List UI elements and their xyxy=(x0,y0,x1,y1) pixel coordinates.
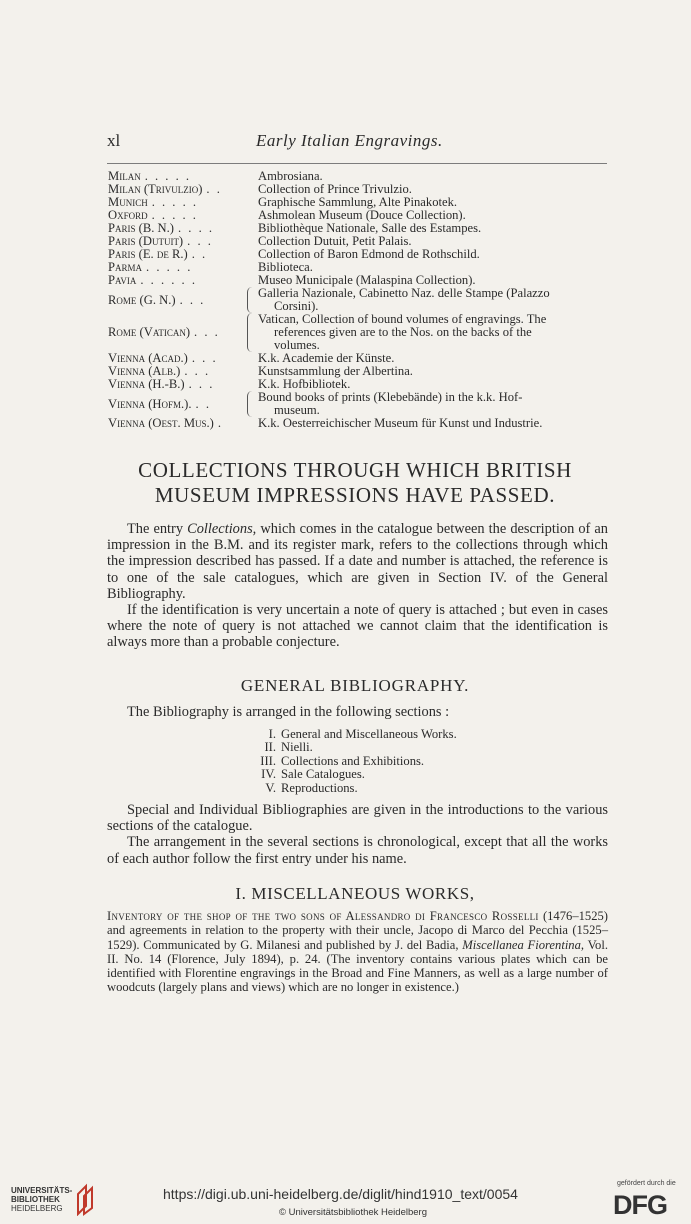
abbreviation-value-line: Museo Municipale (Malaspina Collection). xyxy=(258,273,476,287)
bibliography-heading: GENERAL BIBLIOGRAPHY. xyxy=(240,676,470,695)
abbreviation-value-line: references given are to the Nos. on the backs of the xyxy=(274,325,532,339)
abbreviation-key xyxy=(108,222,258,235)
abbreviation-key-text: Paris (B. N.) xyxy=(108,222,174,235)
inventory-entry-lead: Inventory of the shop of the two sons of Alessandro di Francesco Rosselli xyxy=(107,909,539,923)
bibliography-intro: The Bibliography is arranged in the following sections : xyxy=(127,704,450,720)
library-emblem-icon xyxy=(74,1182,96,1216)
leader-dots: . . . xyxy=(187,235,213,248)
running-title: Early Italian Engravings. xyxy=(256,131,443,150)
p1-text-b: which comes in the catalogue between the description of an impression in the B.M. and its register mark, refers to the collections through which the impression described has passed. If a date and number is attached, the reference is to one of the sale catalogues, which are given in Section IV. of the General Bibliography. xyxy=(107,521,609,602)
header-rule xyxy=(107,163,607,164)
abbreviation-key-text: Vienna (Alb.) xyxy=(108,365,181,378)
abbreviation-value-line: Collection of Baron Edmond de Rothschild. xyxy=(258,247,480,261)
list-item xyxy=(255,741,457,754)
abbreviation-key xyxy=(108,313,258,352)
abbreviation-value-line: Collection of Prince Trivulzio. xyxy=(258,182,412,196)
leader-dots: . . . xyxy=(191,352,218,365)
list-item xyxy=(255,728,457,741)
abbreviation-key-text: Milan xyxy=(108,170,141,183)
brace-mark xyxy=(247,391,254,417)
abbreviation-value-line: Ambrosiana. xyxy=(258,169,323,183)
abbreviation-key xyxy=(108,391,258,417)
list-item-number: IV. xyxy=(261,767,276,782)
abbreviation-key xyxy=(108,235,258,248)
list-item-label: Reproductions. xyxy=(281,780,358,795)
list-item-label: Collections and Exhibitions. xyxy=(281,753,425,768)
leader-dots: . . . xyxy=(194,325,220,339)
leader-dots: . . . . . xyxy=(146,261,193,274)
abbreviation-row xyxy=(108,417,608,430)
running-header xyxy=(107,131,607,155)
abbreviation-value-line: Bibliothèque Nationale, Salle des Estampes. xyxy=(258,221,482,235)
collections-text xyxy=(107,521,608,651)
funding-note: gefördert durch die xyxy=(617,1180,676,1187)
abbreviation-key xyxy=(108,287,258,313)
abbreviation-key-text: Vienna (Hofm.). xyxy=(108,396,192,411)
library-logo-line3: HEIDELBERG xyxy=(11,1204,63,1213)
list-item-number: III. xyxy=(260,753,276,768)
p1-text-a: The entry xyxy=(127,521,188,537)
collections-heading-line2: MUSEUM IMPRESSIONS HAVE PASSED. xyxy=(154,483,556,507)
list-item xyxy=(255,782,457,795)
abbreviation-value-line: K.k. Academie der Künste. xyxy=(258,351,395,365)
digitization-footer xyxy=(0,1178,691,1224)
abbreviation-key xyxy=(108,352,258,365)
inventory-entry-text-b: Vol. II. No. 14 (Florence, July 1894), p. 24. (The inventory contains various plates which can be identified with Florentine engravings in the Broad and Fine Manners, as well as a large number of woodcuts (largely plans and views) which are no longer in existence.) xyxy=(107,937,608,995)
abbreviation-key xyxy=(108,417,258,430)
abbreviation-key xyxy=(108,170,258,183)
abbreviation-key-text: Rome (G. N.) xyxy=(108,292,176,307)
abbreviation-value xyxy=(248,391,608,417)
abbreviation-value-line: volumes. xyxy=(274,338,320,352)
leader-dots: . . xyxy=(206,183,222,196)
abbreviation-key-text: Paris (Dutuit) xyxy=(108,235,184,248)
collections-paragraph-2: If the identification is very uncertain a note of query is attached ; but even in cases where the note of query is not attached we cannot claim that the identification is always more than a probable conjecture. xyxy=(107,602,608,651)
abbreviation-row xyxy=(108,287,608,313)
abbreviation-key xyxy=(108,261,258,274)
abbreviation-key xyxy=(108,365,258,378)
bibliography-notes xyxy=(107,802,608,867)
leader-dots: . . . xyxy=(179,292,206,307)
leader-dots: . . . xyxy=(188,378,215,391)
abbreviation-key-text: Vienna (Acad.) xyxy=(108,352,188,365)
leader-dots: . xyxy=(217,417,224,430)
brace-mark xyxy=(247,313,254,352)
abbreviation-key xyxy=(108,196,258,209)
list-item-label: General and Miscellaneous Works. xyxy=(281,727,457,741)
abbreviation-key-text: Vienna (H.-B.) xyxy=(108,378,185,391)
abbreviation-value-line: Bound books of prints (Klebebände) in the k.k. Hof- xyxy=(258,390,523,404)
abbreviation-row xyxy=(108,313,608,352)
dfg-logo: DFG xyxy=(613,1190,667,1220)
abbreviation-key-text: Oxford xyxy=(108,209,148,222)
abbreviation-list xyxy=(108,170,608,430)
page-permalink[interactable]: https://digi.ub.uni-heidelberg.de/diglit/hind1910_text/0054 xyxy=(163,1186,518,1202)
bibliography-arrangement-paragraph: The arrangement in the several sections is chronological, except that all the works of each author follow the first entry under his name. xyxy=(107,834,608,867)
leader-dots: . . . . . xyxy=(151,196,199,209)
abbreviation-key xyxy=(108,209,258,222)
leader-dots: . . . . . xyxy=(151,209,198,222)
abbreviation-value xyxy=(258,417,608,430)
collections-paragraph-1 xyxy=(107,521,608,602)
p1-emphasis: Collections, xyxy=(187,521,257,537)
abbreviation-row xyxy=(108,391,608,417)
bibliography-intro-block xyxy=(107,704,608,720)
abbreviation-key-text: Milan (Trivulzio) xyxy=(108,183,203,196)
list-item-number: V. xyxy=(265,780,276,795)
abbreviation-key-text: Rome (Vatican) xyxy=(108,325,191,339)
list-item-label: Nielli. xyxy=(281,740,313,755)
list-item-number: I. xyxy=(268,727,276,741)
abbreviation-key xyxy=(108,248,258,261)
abbreviation-value-line: Graphische Sammlung, Alte Pinakotek. xyxy=(258,195,458,209)
bibliography-sections-list xyxy=(255,728,457,795)
abbreviation-value-line: K.k. Oesterreichischer Museum für Kunst und Industrie. xyxy=(258,416,543,430)
leader-dots: . . . . xyxy=(178,222,215,235)
abbreviation-key xyxy=(108,274,258,287)
list-item xyxy=(255,755,457,768)
abbreviation-key-text: Paris (E. de R.) xyxy=(108,248,188,261)
abbreviation-value-line: Corsini). xyxy=(274,299,319,313)
abbreviation-value-line: Kunstsammlung der Albertina. xyxy=(258,364,413,378)
abbreviation-value-line: K.k. Hofbibliotek. xyxy=(258,377,351,391)
abbreviation-value xyxy=(248,287,608,313)
abbreviation-value xyxy=(248,313,608,352)
abbreviation-value-line: Vatican, Collection of bound volumes of engravings. The xyxy=(258,312,547,326)
list-item xyxy=(255,768,457,781)
abbreviation-key-text: Parma xyxy=(108,261,143,274)
leader-dots: . . xyxy=(195,396,211,411)
library-logo-line2: BIBLIOTHEK xyxy=(11,1195,60,1204)
leader-dots: . . xyxy=(191,248,208,261)
library-logo-line1: UNIVERSITÄTS- xyxy=(11,1186,73,1195)
page-number: xl xyxy=(107,131,121,150)
collections-heading-line1: COLLECTIONS THROUGH WHICH BRITISH xyxy=(138,458,572,482)
miscellaneous-heading: I. MISCELLANEOUS WORKS, xyxy=(235,884,475,903)
leader-dots: . . . . . . xyxy=(140,274,197,287)
list-item-label: Sale Catalogues. xyxy=(281,767,365,782)
leader-dots: . . . xyxy=(184,365,211,378)
abbreviation-key-text: Munich xyxy=(108,196,148,209)
abbreviation-key-text: Pavia xyxy=(108,274,137,287)
abbreviation-key xyxy=(108,378,258,391)
library-logo xyxy=(11,1186,72,1213)
leader-dots: . . . . . xyxy=(144,170,192,183)
inventory-entry xyxy=(107,909,608,995)
abbreviation-row xyxy=(108,248,608,261)
abbreviation-value-line: Collection Dutuit, Petit Palais. xyxy=(258,234,412,248)
inventory-entry-emphasis: Miscellanea Fiorentina, xyxy=(462,937,585,952)
abbreviation-value-line: museum. xyxy=(274,403,320,417)
brace-mark xyxy=(247,287,254,313)
abbreviation-key-text: Vienna (Oest. Mus.) xyxy=(108,417,214,430)
copyright-notice: © Universitätsbibliothek Heidelberg xyxy=(279,1207,427,1218)
collections-heading xyxy=(90,458,620,508)
list-item-number: II. xyxy=(264,740,276,755)
abbreviation-value-line: Biblioteca. xyxy=(258,260,313,274)
abbreviation-row xyxy=(108,365,608,378)
abbreviation-value-line: Galleria Nazionale, Cabinetto Naz. delle Stampe (Palazzo xyxy=(258,286,550,300)
abbreviation-value-line: Ashmolean Museum (Douce Collection). xyxy=(258,208,466,222)
inventory-entry-text-a: (1476–1525) and agreements in relation to the property with their uncle, Jacopo di Marco del Pecchia (1525–1529). Communicated by G. Milanesi and published by J. del Badia, xyxy=(107,909,608,952)
abbreviation-key xyxy=(108,183,258,196)
bibliography-special-paragraph: Special and Individual Bibliographies are given in the introductions to the various sections of the catalogue. xyxy=(107,802,608,835)
